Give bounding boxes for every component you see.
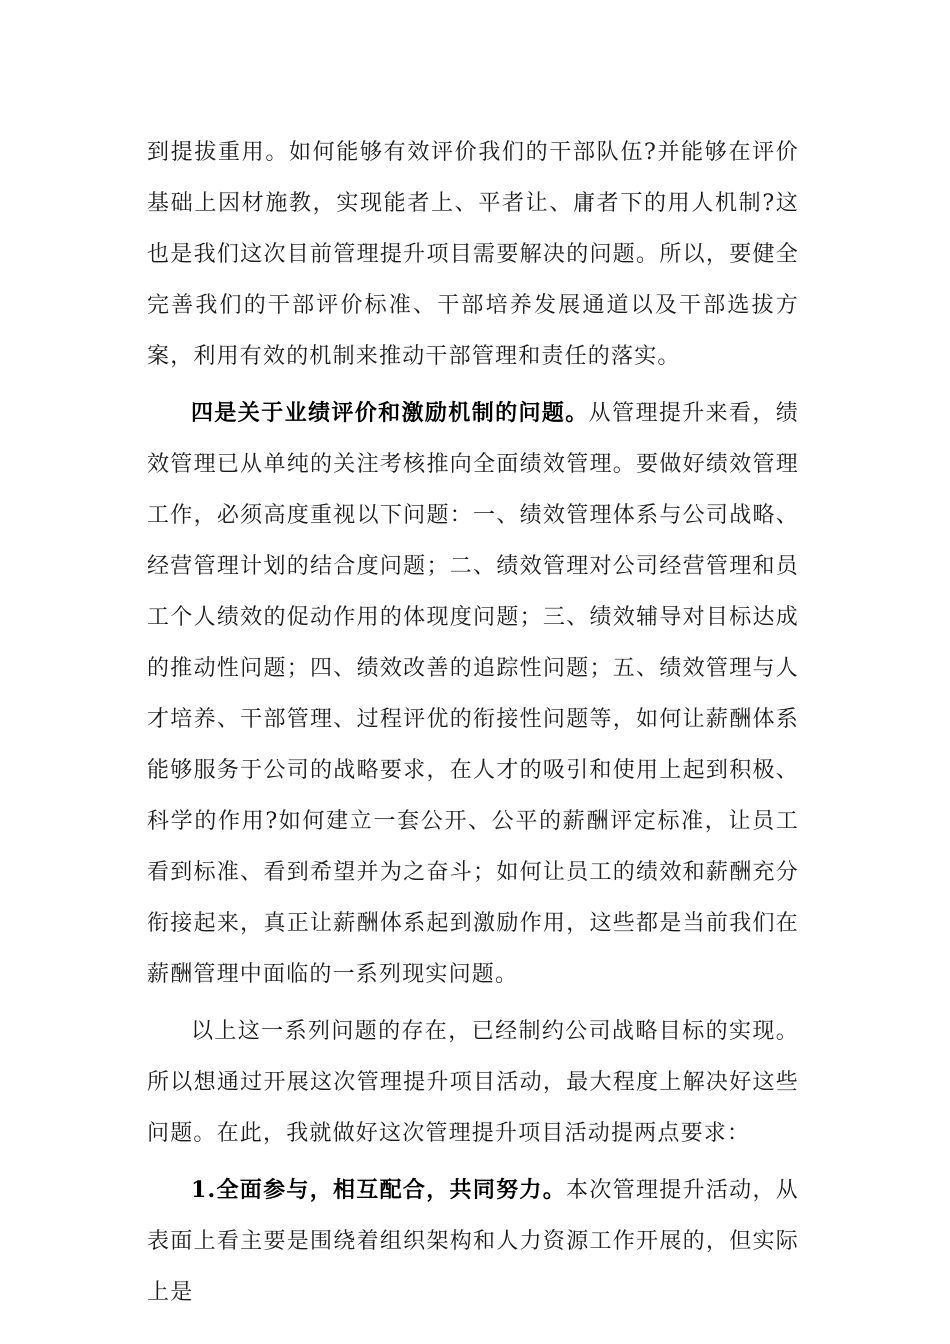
paragraph-text: 以上这一系列问题的存在，已经制约公司战略目标的实现。所以想通过开展这次管理提升项目活动，最大程度上解决好这些问题。在此，我就做好这次管理提升项目活动提两点要求： xyxy=(147,1019,799,1146)
paragraph-cadre-evaluation xyxy=(147,127,799,382)
paragraph-bold-heading: 1.全面参与，相互配合，共同努力。 xyxy=(191,1177,567,1203)
paragraph-summary-requirements xyxy=(147,1006,799,1159)
paragraph-requirement-one xyxy=(147,1165,799,1318)
paragraph-text: 到提拔重用。如何能够有效评价我们的干部队伍?并能够在评价基础上因材施教，实现能者上、平者让、庸者下的用人机制?这也是我们这次目前管理提升项目需要解决的问题。所以，要健全完善我们的干部评价标准、干部培养发展通道以及干部选拔方案，利用有效的机制来推动干部管理和责任的落实。 xyxy=(147,140,799,369)
document-body xyxy=(147,127,799,1318)
paragraph-performance-incentive xyxy=(147,388,799,1000)
paragraph-text: 从管理提升来看，绩效管理已从单纯的关注考核推向全面绩效管理。要做好绩效管理工作，必须高度重视以下问题：一、绩效管理体系与公司战略、经营管理计划的结合度问题；二、绩效管理对公司经营管理和员工个人绩效的促动作用的体现度问题；三、绩效辅导对目标达成的推动性问题；四、绩效改善的追踪性问题；五、绩效管理与人才培养、干部管理、过程评优的衔接性问题等，如何让薪酬体系能够服务于公司的战略要求，在人才的吸引和使用上起到积极、科学的作用?如何建立一套公开、公平的薪酬评定标准，让员工看到标准、看到希望并为之奋斗；如何让员工的绩效和薪酬充分衔接起来，真正让薪酬体系起到激励作用，这些都是当前我们在薪酬管理中面临的一系列现实问题。 xyxy=(147,401,799,987)
paragraph-bold-heading: 四是关于业绩评价和激励机制的问题。 xyxy=(191,400,589,426)
paragraph-text: 本次管理提升活动，从表面上看主要是围绕着组织架构和人力资源工作开展的，但实际上是 xyxy=(147,1178,799,1305)
